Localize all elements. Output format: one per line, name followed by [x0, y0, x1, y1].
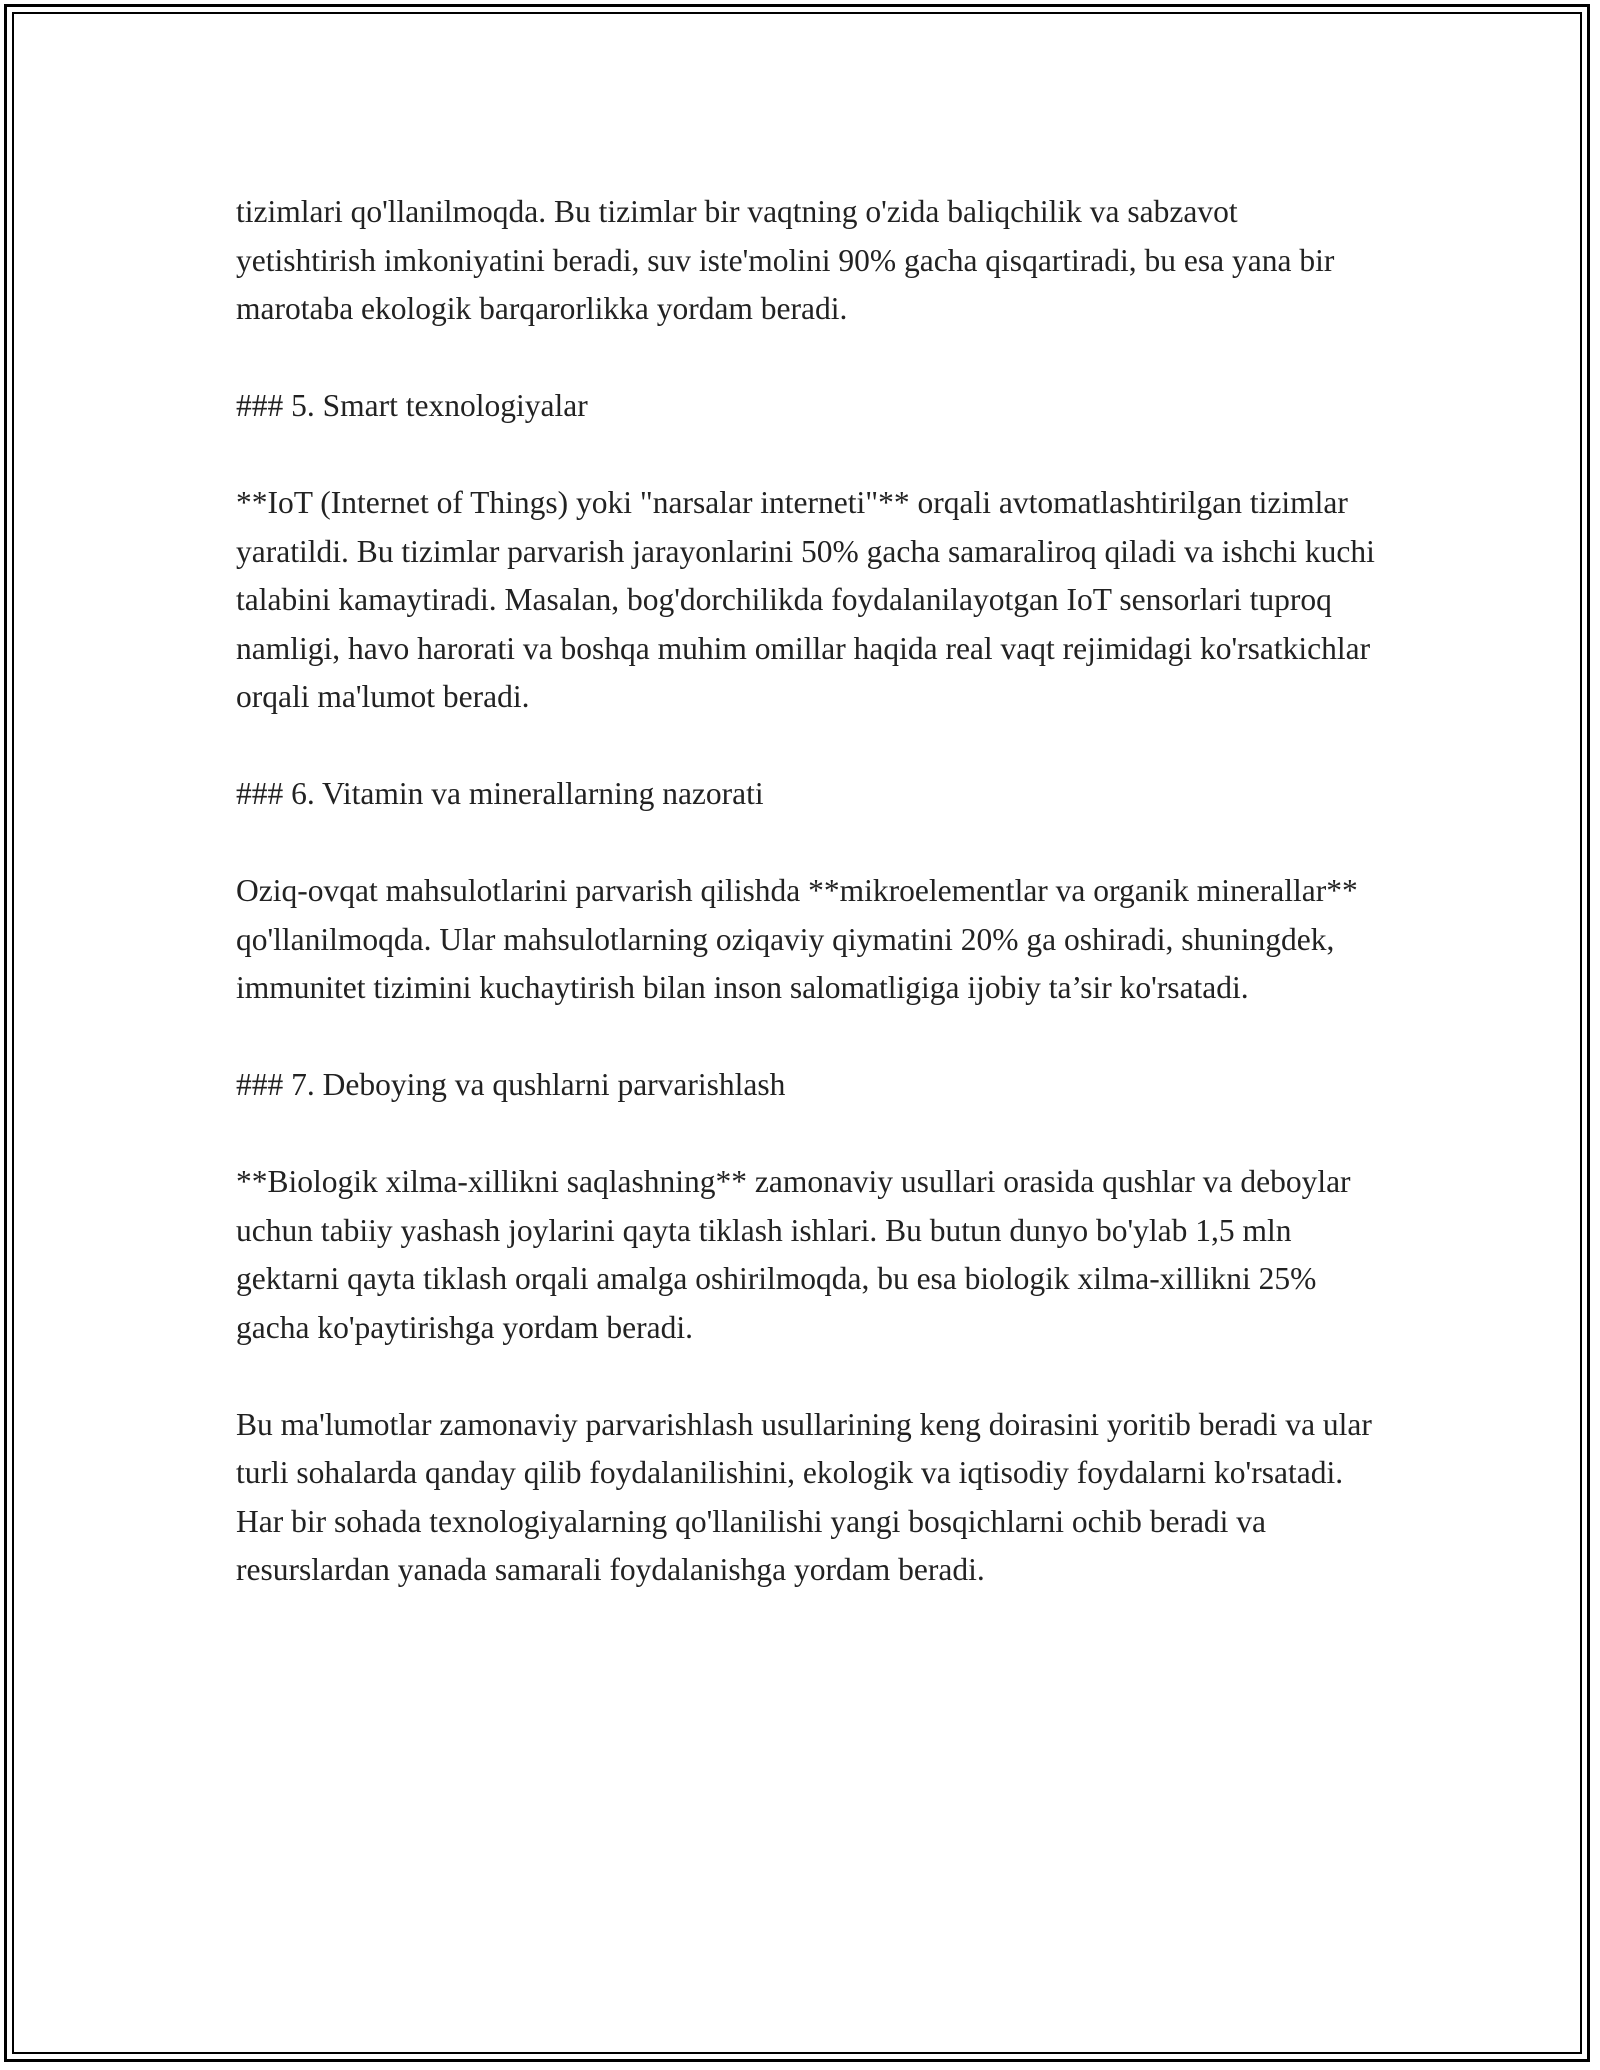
heading-vitamins-minerals: ### 6. Vitamin va minerallarning nazorati — [236, 776, 764, 811]
paragraph-iot: **IoT (Internet of Things) yoki "narsalar interneti"** orqali avtomatlashtirilgan tizimlar yaratildi. Bu tizimlar parvarish jarayonlarini 50% gacha samaraliroq qiladi va ishchi kuchi talabini kamaytiradi. Masalan, bog'dorchilikda foydalanilayotgan IoT sensorlari tuproq namligi, havo harorati va boshqa muhim omillar haqida real vaqt rejimidagi ko'rsatkichlar orqali ma'lumot beradi. — [236, 485, 1375, 714]
heading-smart-technologies: ### 5. Smart texnologiyalar — [236, 388, 588, 423]
paragraph-intro: tizimlari qo'llanilmoqda. Bu tizimlar bir vaqtning o'zida baliqchilik va sabzavot yetishtirish imkoniyatini beradi, suv iste'molini 90% gacha qisqartiradi, bu esa yana bir marotaba ekologik barqarorlikka yordam beradi. — [236, 194, 1335, 326]
heading-birds-care: ### 7. Deboying va qushlarni parvarishlash — [236, 1067, 786, 1102]
paragraph-microelements: Oziq-ovqat mahsulotlarini parvarish qilishda **mikroelementlar va organik minerallar** qo'llanilmoqda. Ular mahsulotlarning oziqaviy qiymatini 20% ga oshiradi, shuningdek, immunitet tizimini kuchaytirish bilan inson salomatligiga ijobiy ta’sir ko'rsatadi. — [236, 873, 1358, 1005]
paragraph-conclusion: Bu ma'lumotlar zamonaviy parvarishlash usullarining keng doirasini yoritib beradi va ular turli sohalarda qanday qilib foydalanilishini, ekologik va iqtisodiy foydalarni ko'rsatadi. Har bir sohada texnologiyalarning qo'llanilishi yangi bosqichlarni ochib beradi va resurslardan yanada samarali foydalanishga yordam beradi. — [236, 1406, 1372, 1587]
document-body — [236, 188, 1376, 1595]
paragraph-biodiversity: **Biologik xilma-xillikni saqlashning** zamonaviy usullari orasida qushlar va deboylar uchun tabiiy yashash joylarini qayta tiklash ishlari. Bu butun dunyo bo'ylab 1,5 mln gektarni qayta tiklash orqali amalga oshirilmoqda, bu esa biologik xilma-xillikni 25% gacha ko'paytirishga yordam beradi. — [236, 1164, 1351, 1345]
